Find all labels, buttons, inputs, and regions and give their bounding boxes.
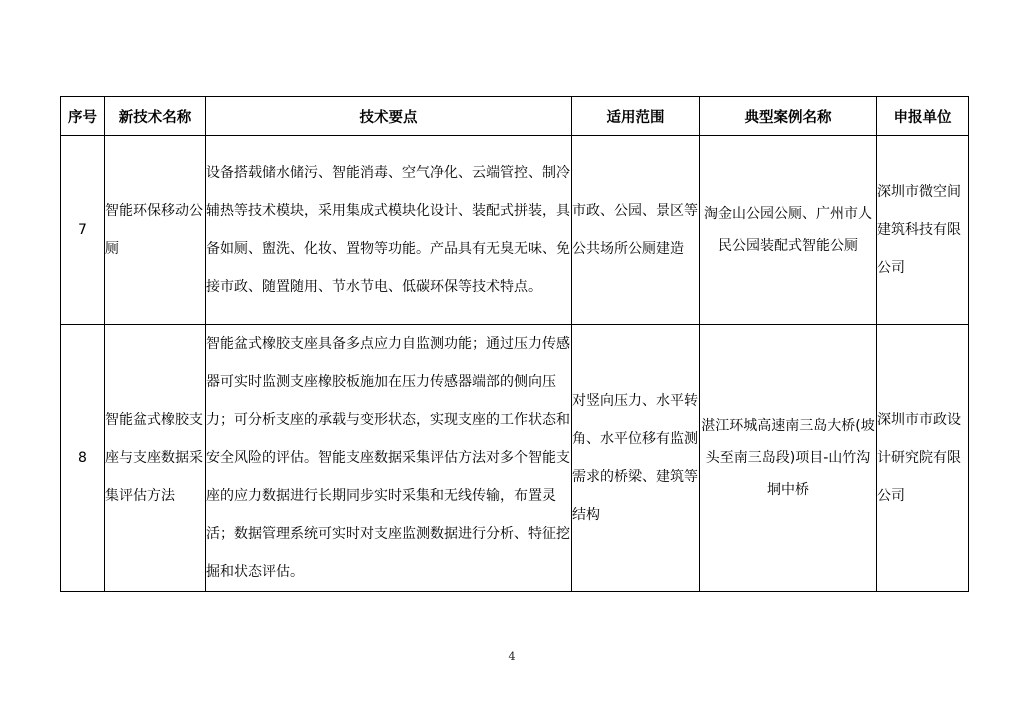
row-tech-name: 智能盆式橡胶支座与支座数据采集评估方法 [105, 325, 206, 592]
row-unit: 深圳市市政设计研究院有限公司 [877, 325, 969, 592]
row-scope: 市政、公园、景区等公共场所公厕建造 [572, 136, 700, 325]
table-row [61, 325, 969, 592]
header-tech-name: 新技术名称 [105, 97, 206, 136]
header-serial: 序号 [61, 97, 105, 136]
row-serial: 7 [61, 136, 105, 325]
table-row [61, 136, 969, 325]
row-scope: 对竖向压力、水平转角、水平位移有监测需求的桥梁、建筑等结构 [572, 325, 700, 592]
page-number: 4 [508, 650, 516, 663]
row-tech-name: 智能环保移动公厕 [105, 136, 206, 325]
row-key-points: 设备搭载储水储污、智能消毒、空气净化、云端管控、制冷辅热等技术模块，采用集成式模块化设计、装配式拼装，具备如厕、盥洗、化妆、置物等功能。产品具有无臭无味、免接市政、随置随用、节水节电、低碳环保等技术特点。 [206, 136, 572, 325]
row-case: 淘金山公园公厕、广州市人民公园装配式智能公厕 [700, 136, 877, 325]
row-case: 湛江环城高速南三岛大桥(坡头至南三岛段)项目-山竹沟垌中桥 [700, 325, 877, 592]
technology-table [60, 96, 969, 592]
row-key-points: 智能盆式橡胶支座具备多点应力自监测功能；通过压力传感器可实时监测支座橡胶板施加在压力传感器端部的侧向压力；可分析支座的承载与变形状态，实现支座的工作状态和安全风险的评估。智能支座数据采集评估方法对多个智能支座的应力数据进行长期同步实时采集和无线传输，布置灵活；数据管理系统可实时对支座监测数据进行分析、特征挖掘和状态评估。 [206, 325, 572, 592]
row-serial: 8 [61, 325, 105, 592]
header-key-points: 技术要点 [206, 97, 572, 136]
row-unit: 深圳市微空间建筑科技有限公司 [877, 136, 969, 325]
header-case: 典型案例名称 [700, 97, 877, 136]
header-scope: 适用范围 [572, 97, 700, 136]
header-unit: 申报单位 [877, 97, 969, 136]
header-row [61, 97, 969, 136]
